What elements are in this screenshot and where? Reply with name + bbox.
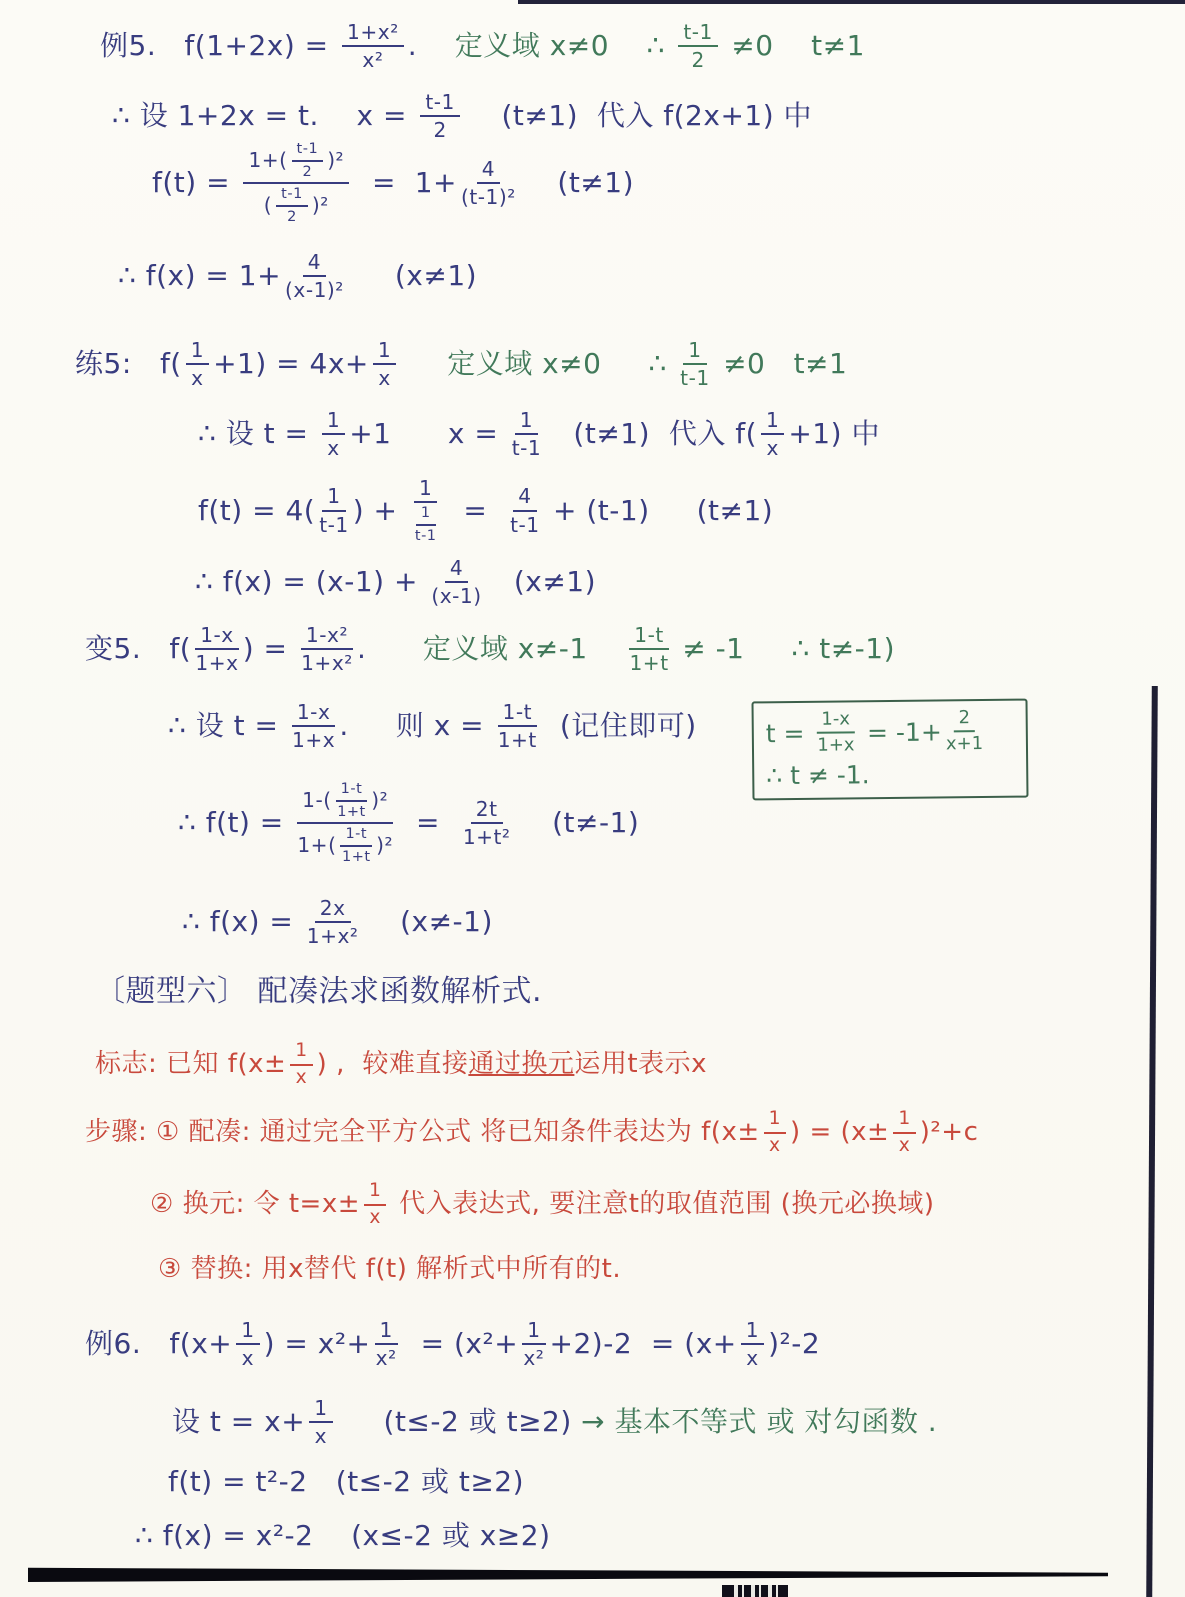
example6-line4	[135, 1520, 551, 1552]
formula-text: )²	[311, 193, 329, 218]
formula-text: )²	[327, 148, 345, 173]
formula-text: 1	[898, 1108, 911, 1129]
formula-text: x	[314, 1424, 328, 1449]
formula-text: 1	[766, 408, 780, 432]
variation5-line1	[85, 623, 895, 676]
formula-text: t-1	[319, 512, 349, 537]
variation5-line2	[168, 700, 697, 753]
formula-text: 例5. f(1+2x) =	[100, 29, 339, 63]
fraction	[322, 408, 345, 461]
formula-text: = (x²+	[401, 1327, 519, 1361]
fraction	[340, 827, 372, 864]
variation5-line3	[178, 782, 639, 864]
formula-text: x	[191, 366, 204, 391]
fraction	[411, 478, 441, 543]
formula-text: x	[766, 436, 779, 461]
fraction	[761, 408, 784, 461]
formula-text: 1	[420, 505, 431, 522]
formula-text: 1	[190, 338, 205, 362]
formula-text: .	[407, 29, 418, 63]
formula-text: 2	[302, 163, 313, 180]
colored-text	[417, 20, 865, 73]
formula-text: 4	[449, 556, 464, 580]
practice5-line4	[195, 556, 597, 609]
topic6-step3	[158, 1255, 621, 1285]
fraction	[680, 338, 710, 391]
fraction	[301, 623, 353, 676]
formula-text: 步骤: ① 配凑: 通过完全平方公式 将已知条件表达为 f(x±	[85, 1116, 760, 1147]
topic6-step1	[85, 1110, 978, 1155]
example5-line2	[112, 90, 813, 143]
formula-text: 1-x	[296, 700, 331, 724]
formula-text: ∴ t ≠ -1.	[766, 760, 870, 791]
formula-text: x	[369, 1206, 381, 1228]
formula-text: 1+t	[497, 728, 537, 753]
formula-text: .	[357, 632, 367, 666]
formula-text: 4	[307, 250, 322, 274]
fraction	[306, 896, 359, 949]
formula-text: ) +	[352, 493, 407, 527]
formula-text: 4	[481, 156, 496, 181]
formula-text: (x-1)²	[285, 278, 344, 303]
formula-text: t-1	[425, 90, 455, 114]
formula-text: 2x	[319, 896, 346, 920]
formula-text: 1	[314, 1396, 328, 1420]
fraction	[375, 1318, 398, 1371]
formula-text: x	[295, 1066, 308, 1088]
formula-text: t-1	[414, 527, 437, 544]
formula-text: 1	[419, 476, 433, 500]
formula-text: 1+t²	[462, 825, 511, 850]
formula-text: x	[898, 1134, 911, 1156]
formula-text: +1) 中	[788, 417, 880, 451]
qr-code-fragment	[722, 1585, 788, 1597]
example6-line3	[168, 1466, 524, 1498]
formula-text: 定义域 x≠0 ∴	[400, 347, 677, 381]
formula-text: 1+(	[248, 148, 288, 173]
formula-text: = -1+	[858, 716, 942, 747]
fraction	[522, 1318, 545, 1371]
formula-text: ③ 替换: 用x替代 f(t) 解析式中所有的t.	[158, 1254, 622, 1284]
formula-text: 1+x	[292, 728, 336, 753]
formula-text: 1+t	[629, 651, 669, 676]
formula-text: . 则 x =	[339, 709, 494, 743]
side-note-row	[766, 709, 1014, 756]
formula-text: ∴ f(x) =	[182, 905, 303, 939]
formula-text: =	[444, 493, 507, 527]
formula-text: x²	[362, 48, 384, 73]
formula-text: f(t) = t²-2 (t≤-2 或 t≥2)	[168, 1465, 525, 1498]
formula-text: 定义域 x≠0 ∴	[417, 29, 675, 63]
formula-text: (t≠1) 代入 f(2x+1) 中	[463, 99, 813, 133]
fraction	[678, 20, 718, 73]
formula-text: 1+x	[195, 651, 239, 676]
formula-text: +1 x =	[349, 417, 508, 451]
scan-black-bar-bottom	[28, 1567, 1108, 1582]
formula-text: 1-x	[821, 708, 851, 730]
colored-text	[400, 338, 848, 391]
formula-text: = 1+	[353, 165, 457, 199]
formula-text: ∴ 设 t =	[198, 417, 318, 451]
formula-text: =	[397, 805, 459, 839]
formula-text: 1	[527, 1318, 541, 1342]
formula-text: ∴ f(x) = x²-2 (x≤-2 或 x≥2)	[135, 1519, 551, 1552]
fraction	[511, 408, 542, 461]
formula-text: 变5. f(	[85, 632, 192, 666]
formula-text: ∴ f(x) = 1+	[118, 259, 282, 293]
formula-text: 1-t	[345, 826, 368, 843]
fraction	[319, 484, 349, 537]
formula-text: t =	[765, 718, 813, 748]
fraction	[336, 782, 368, 819]
formula-text: 2	[691, 48, 705, 73]
formula-text: 4	[518, 484, 532, 509]
colored-text	[366, 623, 895, 676]
fraction	[460, 156, 516, 210]
example6-line2	[172, 1396, 938, 1449]
formula-text: (t-1)²	[460, 185, 516, 210]
formula-text: x	[241, 1346, 255, 1371]
formula-text: (x≠-1)	[362, 905, 493, 939]
topic6-sign	[95, 1042, 707, 1087]
formula-text: 通过换元	[468, 1048, 575, 1079]
formula-text: 〔题型六〕 配凑法求函数解析式.	[95, 974, 543, 1009]
formula-text: ≠ -1 ∴ t≠-1)	[672, 632, 895, 666]
formula-text: t-1	[680, 366, 710, 391]
formula-text: ② 换元: 令 t=x±	[150, 1188, 361, 1219]
practice5-line2	[198, 408, 880, 461]
formula-text: )²+c	[919, 1116, 979, 1147]
fraction	[292, 142, 324, 179]
fraction	[816, 710, 855, 754]
practice5-line1	[75, 338, 848, 391]
formula-text: 1+t	[341, 848, 371, 865]
formula-text: 代入表达式, 要注意t的取值范围 (换元必换域)	[390, 1188, 935, 1219]
formula-text: ≠0 t≠1	[721, 29, 865, 63]
fraction	[292, 700, 336, 753]
formula-text: ) = (x±	[790, 1116, 890, 1147]
formula-text: ) = x²+	[263, 1327, 371, 1361]
formula-text: 2	[287, 208, 297, 225]
formula-text: t-1	[296, 141, 319, 157]
formula-text: 1-t	[634, 623, 664, 647]
formula-text: 练5: f(	[75, 347, 182, 381]
formula-text: ≠0 t≠1	[713, 347, 848, 381]
scan-edge-line-top	[518, 0, 1185, 4]
formula-text: 1	[295, 1040, 308, 1061]
underlined-text	[468, 1050, 574, 1080]
formula-text: (t≠-1)	[514, 805, 640, 839]
formula-text: 1-t	[502, 700, 533, 724]
formula-text: ∴ f(t) =	[178, 805, 294, 839]
fraction	[297, 782, 393, 864]
formula-text: 1	[379, 1318, 393, 1342]
formula-text: t-1	[281, 186, 303, 203]
formula-text: 1	[519, 408, 534, 432]
formula-text: t-1	[510, 512, 540, 537]
formula-text: )²	[376, 833, 394, 858]
formula-text: 1+(	[297, 833, 337, 858]
formula-text: ) =	[242, 632, 297, 666]
formula-text: + (t-1) (t≠1)	[543, 493, 774, 527]
formula-text: ∴ 设 1+2x = t. x =	[112, 99, 417, 133]
variation5-line4	[182, 896, 493, 949]
formula-text: ∴ 设 t =	[168, 709, 288, 743]
fraction	[186, 338, 209, 391]
formula-text: x	[769, 1134, 781, 1156]
formula-text: 定义域 x≠-1	[366, 632, 626, 666]
fraction	[276, 187, 308, 224]
formula-text: (x-1)	[431, 584, 482, 609]
formula-text: t-1	[511, 436, 542, 461]
formula-text: (x≠1)	[347, 259, 478, 293]
fraction	[364, 1182, 386, 1227]
scan-edge-line-right	[1146, 686, 1158, 1597]
fraction	[195, 623, 239, 676]
formula-text: 1+t	[337, 803, 366, 820]
fraction	[285, 250, 344, 303]
formula-text: 1+x²	[306, 924, 359, 949]
formula-text: f(t) =	[152, 165, 240, 199]
formula-text: 1+x	[817, 734, 855, 756]
formula-text: (t≠1) 代入 f(	[545, 417, 758, 451]
formula-text: 1-x	[200, 623, 234, 647]
fraction	[946, 709, 984, 753]
topic6-heading	[95, 975, 542, 1010]
formula-text: 1-(	[302, 788, 332, 813]
formula-text: (t≤-2 或 t≥2)	[336, 1405, 572, 1439]
fraction	[290, 1042, 312, 1087]
fraction	[741, 1318, 764, 1371]
fraction	[497, 700, 538, 753]
formula-text: x²	[375, 1346, 397, 1371]
colored-text	[572, 1406, 937, 1438]
fraction	[764, 1110, 786, 1155]
fraction	[893, 1110, 915, 1155]
formula-text: 1+x²	[301, 651, 353, 676]
formula-text: t-1	[683, 20, 713, 44]
formula-text: 1	[377, 338, 392, 362]
formula-text: )²-2	[768, 1327, 821, 1361]
formula-text: 1	[745, 1318, 760, 1342]
formula-text: +2)-2 = (x+	[549, 1327, 737, 1361]
example5-line1	[100, 20, 865, 73]
formula-text: → 基本不等式 或 对勾函数 .	[571, 1405, 938, 1439]
formula-text: 1+x²	[347, 20, 399, 44]
example6-line1	[85, 1318, 821, 1371]
fraction	[243, 142, 349, 224]
fraction	[629, 623, 669, 676]
formula-text: 2	[433, 118, 447, 143]
formula-text: x²	[523, 1346, 545, 1371]
formula-text: 2	[958, 707, 971, 729]
formula-text: 标志: 已知 f(x±	[95, 1048, 287, 1079]
formula-text: x+1	[945, 733, 984, 755]
formula-text: 1	[369, 1180, 382, 1201]
formula-text: 1	[768, 1108, 782, 1129]
formula-text: 设 t = x+	[172, 1405, 306, 1439]
formula-text: 2t	[475, 796, 498, 821]
formula-text: 1	[326, 408, 341, 432]
fraction	[431, 556, 482, 609]
side-note-row	[766, 759, 1014, 791]
formula-text: 1	[327, 484, 341, 509]
formula-text: (t≠1)	[519, 165, 634, 199]
side-note-box	[751, 699, 1028, 801]
formula-text: (	[263, 193, 273, 218]
practice5-line3	[198, 478, 773, 543]
formula-text: 1	[241, 1318, 255, 1342]
fraction	[236, 1318, 259, 1371]
formula-text: ) , 较难直接	[316, 1048, 469, 1079]
formula-text: (x≠1)	[485, 565, 597, 599]
formula-text: f(t) = 4(	[198, 493, 316, 527]
formula-text: x	[378, 366, 391, 391]
example5-line3	[152, 142, 634, 224]
fraction	[373, 338, 396, 391]
formula-text: x	[327, 436, 340, 461]
formula-text: 1	[688, 338, 702, 362]
formula-text: +1) = 4x+	[213, 347, 369, 381]
fraction	[420, 90, 460, 143]
formula-text: x	[746, 1346, 759, 1371]
formula-text: 例6. f(x+	[85, 1327, 233, 1361]
fraction	[415, 506, 437, 543]
formula-text: ∴ f(x) = (x-1) +	[195, 565, 428, 599]
fraction	[342, 20, 404, 73]
formula-text: )²	[371, 788, 389, 813]
formula-text: (记住即可)	[541, 709, 697, 743]
formula-text: 1-t	[340, 781, 363, 797]
fraction	[510, 484, 540, 537]
fraction	[462, 796, 511, 850]
formula-text: 运用t表示x	[574, 1048, 707, 1079]
topic6-step2	[150, 1182, 934, 1227]
example5-line4	[118, 250, 478, 303]
formula-text: 1-x²	[305, 623, 349, 647]
fraction	[309, 1396, 332, 1449]
